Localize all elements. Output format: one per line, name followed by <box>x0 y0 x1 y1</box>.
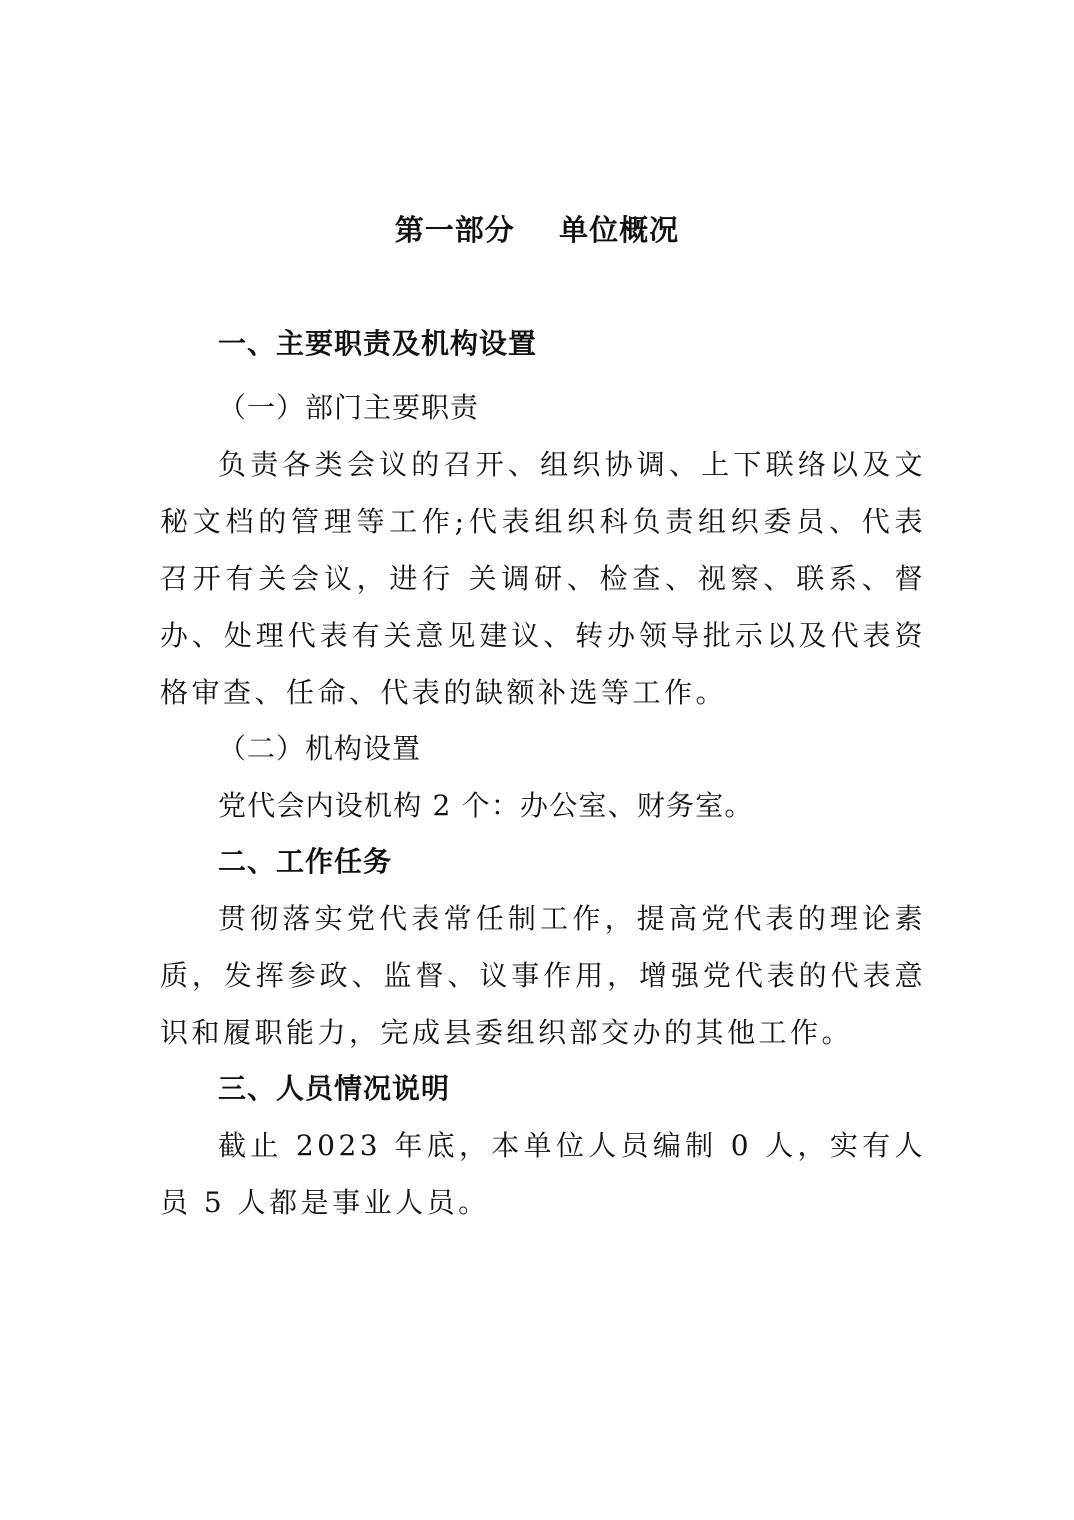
paragraph-staff: 截止 2023 年底，本单位人员编制 0 人，实有人员 5 人都是事业人员。 <box>160 1129 926 1219</box>
subsection-heading-organization: （二）机构设置 <box>218 732 422 765</box>
section-heading-tasks: 二、工作任务 <box>218 845 393 878</box>
page-title: 第一部分 单位概况 <box>394 213 680 247</box>
section-heading-duties: 一、主要职责及机构设置 <box>218 327 538 360</box>
paragraph-tasks: 贯彻落实党代表常任制工作，提高党代表的理论素质，发挥参政、监督、议事作用，增强党代表的代表意识和履职能力，完成县委组织部交办的其他工作。 <box>160 902 926 1049</box>
subsection-heading-main-duties: （一）部门主要职责 <box>218 391 480 424</box>
document-body <box>160 316 926 1231</box>
section-heading-staff: 三、人员情况说明 <box>218 1072 451 1105</box>
paragraph-main-duties: 负责各类会议的召开、组织协调、上下联络以及文秘文档的管理等工作;代表组织科负责组织委员、代表召开有关会议，进行 关调研、检查、视察、联系、督办、处理代表有关意见建议、转办领导批示以及代表资格审查、任命、代表的缺额补选等工作。 <box>160 448 926 709</box>
paragraph-organization: 党代会内设机构 2 个：办公室、财务室。 <box>218 789 754 822</box>
